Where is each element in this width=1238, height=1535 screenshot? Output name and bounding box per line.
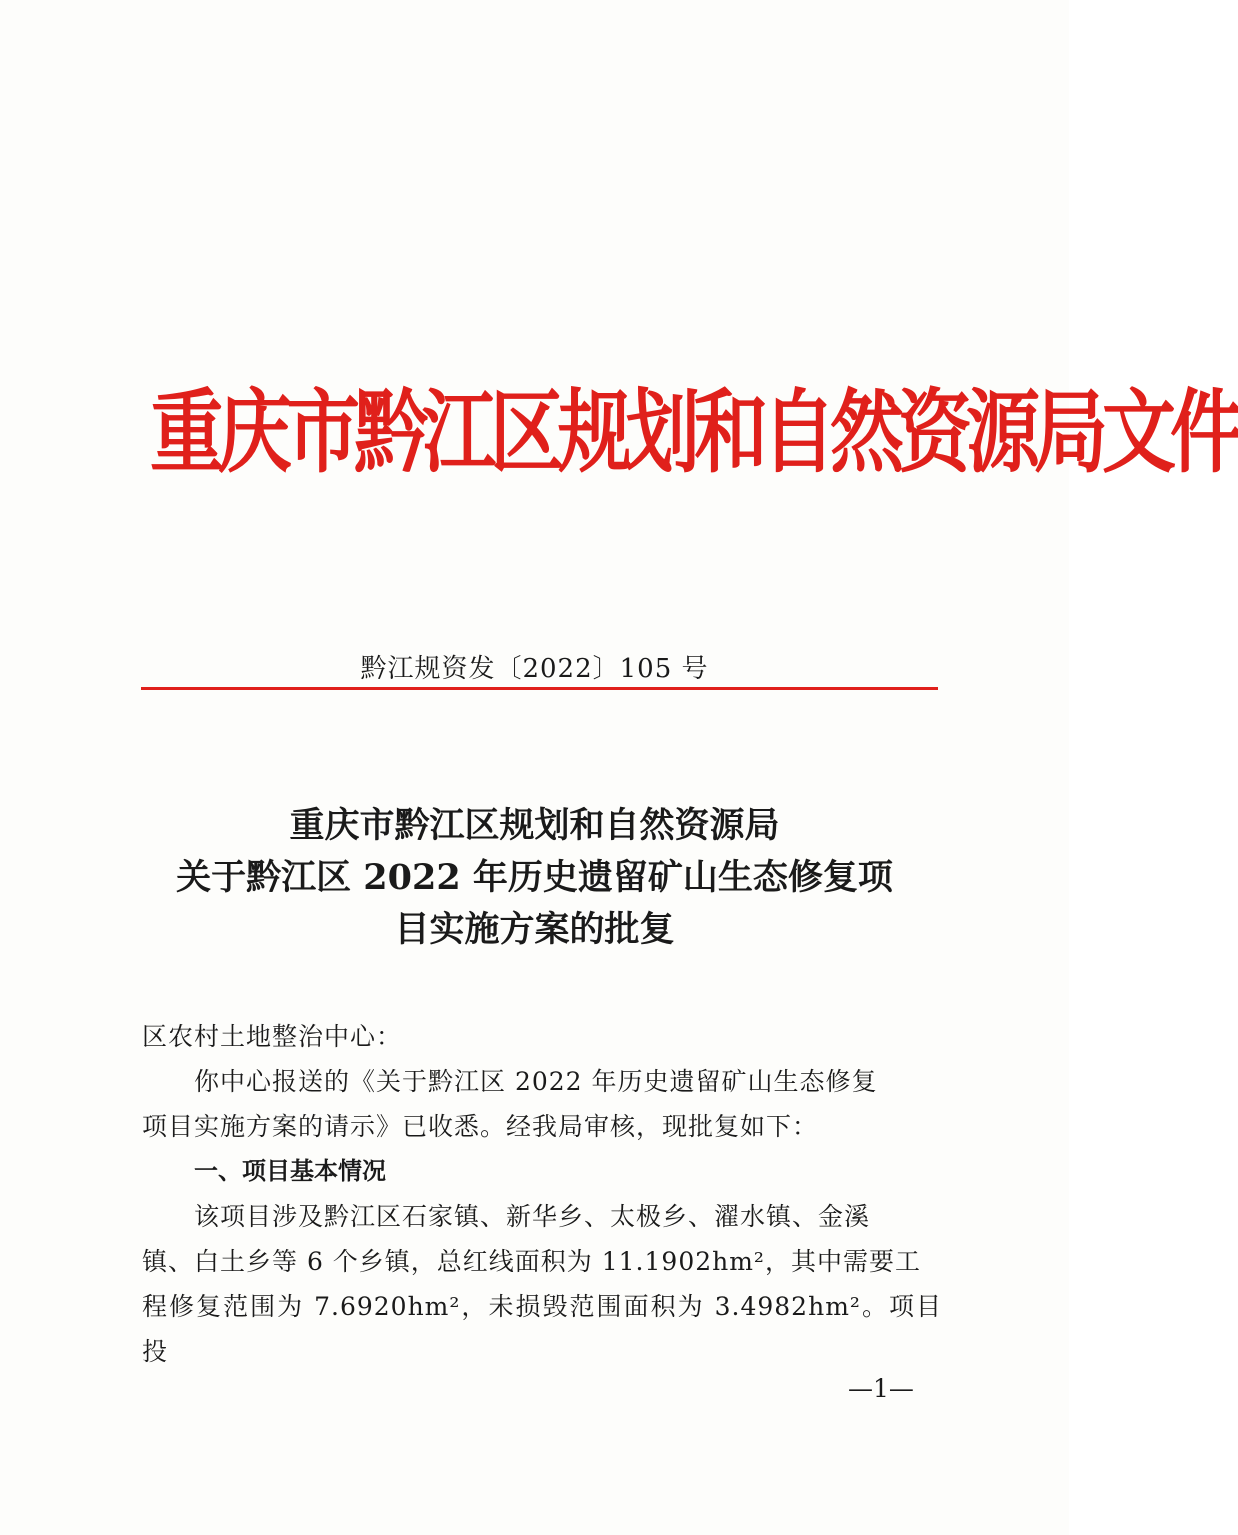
document-title (0, 800, 1069, 956)
paragraph-1-line-1: 你中心报送的《关于黔江区 2022 年历史遗留矿山生态修复 (194, 1067, 878, 1096)
paragraph-2-line-2: 镇、白土乡等 6 个乡镇，总红线面积为 11.1902hm²，其中需要工 (142, 1247, 921, 1276)
document-body (142, 1014, 942, 1374)
agency-header-title: 重庆市黔江区规划和自然资源局文件 (150, 380, 1238, 486)
page-number: —1— (848, 1374, 914, 1403)
document-title-line-3: 目实施方案的批复 (394, 909, 675, 950)
paragraph-2-line-1: 该项目涉及黔江区石家镇、新华乡、太极乡、濯水镇、金溪 (194, 1202, 871, 1231)
paragraph-2-line-3: 程修复范围为 7.6920hm²，未损毁范围面积为 3.4982hm²。项目投 (142, 1292, 942, 1366)
red-divider-line (141, 687, 938, 690)
paragraph-1-line-2: 项目实施方案的请示》已收悉。经我局审核，现批复如下： (142, 1112, 819, 1141)
document-title-line-1: 重庆市黔江区规划和自然资源局 (289, 805, 780, 846)
section-heading: 一、项目基本情况 (194, 1157, 386, 1185)
addressee: 区农村土地整治中心： (142, 1022, 403, 1051)
document-number: 黔江规资发〔2022〕105 号 (360, 654, 709, 684)
document-title-line-2: 关于黔江区 2022 年历史遗留矿山生态修复项 (176, 857, 893, 898)
